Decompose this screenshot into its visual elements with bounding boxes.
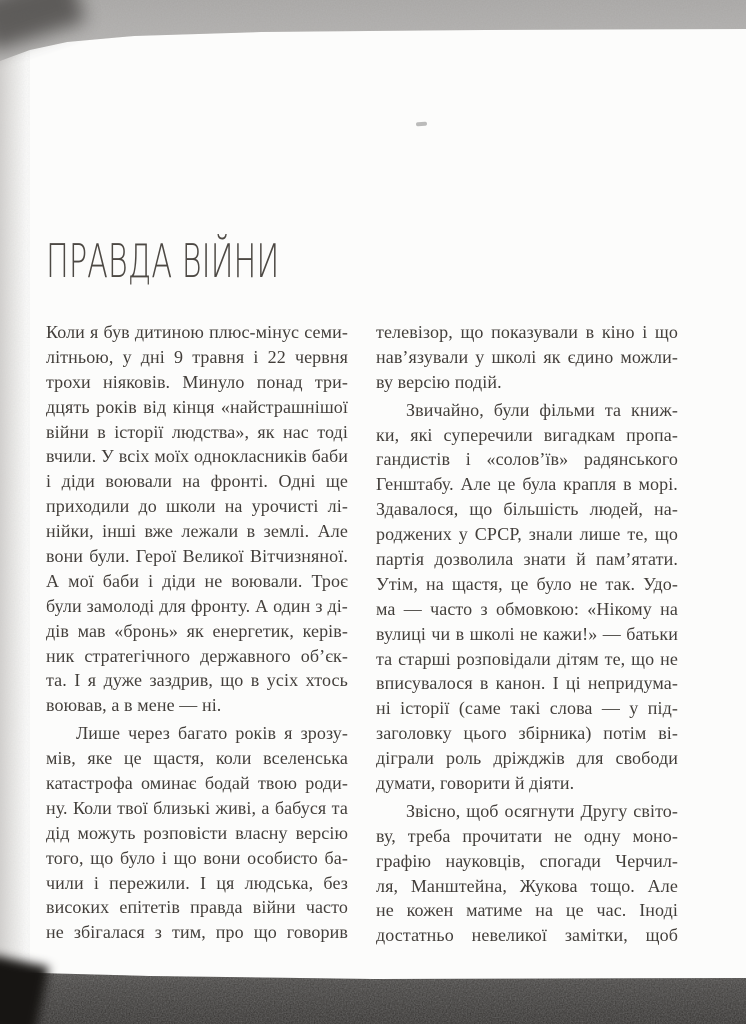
- grain-texture: [0, 958, 746, 1024]
- text-line: ма — часто з обмовкою: «Нікому на: [376, 598, 678, 619]
- text-line: Звичайно, були фільми та книж-: [406, 399, 678, 420]
- page-gutter-shadow: [0, 28, 30, 976]
- text-line: графію науковців, спогади Черчил-: [376, 850, 678, 871]
- text-line: ву, треба прочитати не одну моно-: [376, 825, 678, 846]
- text-line: заголовку цього збірника) потім ві-: [376, 723, 678, 744]
- text-line: ну. Коли твої близькі живі, а бабуся та: [46, 797, 348, 818]
- paragraph: [46, 721, 348, 945]
- scan-speck: [416, 122, 427, 127]
- text-line: дцять років від кінця «найстрашнішої: [46, 396, 348, 417]
- text-line: ву версію подій.: [376, 371, 502, 392]
- text-line: Утім, на щастя, це було не так. Удо-: [376, 573, 678, 594]
- page-title: ПРАВДА ВІЙНИ: [46, 234, 280, 288]
- text-line: та. І я дуже заздрив, що в усіх хтось: [46, 670, 348, 691]
- text-line: літньою, у дні 9 травня і 22 червня: [46, 346, 348, 367]
- article-body: [46, 320, 678, 948]
- text-line: мів, яке це щастя, коли вселенська: [46, 748, 348, 769]
- paragraph: [376, 799, 678, 948]
- paragraph: [46, 320, 348, 718]
- text-line: Генштабу. Але це була крапля в морі.: [376, 474, 678, 495]
- text-line: ки, які суперечили вигадкам пропа-: [376, 424, 678, 445]
- text-line: ник стратегічного державного об’єк-: [46, 645, 348, 666]
- text-line: Здавалося, що більшість людей, на-: [376, 499, 678, 520]
- text-line: А мої баби і діди не воювали. Троє: [46, 570, 348, 591]
- grain-texture: [0, 28, 30, 976]
- text-line: нійки, інші вже лежали в землі. Але: [46, 521, 348, 542]
- text-line: і діди воювали на фронті. Одні ще: [46, 471, 348, 492]
- text-column-right: [376, 320, 678, 948]
- text-line: катастрофа оминає бодай твою роди-: [46, 773, 348, 794]
- text-line: не збігалася з тим, про що говорив: [46, 922, 348, 943]
- text-line: роджених у СРСР, знали лише те, що: [376, 524, 678, 545]
- text-line: та старші розповідали дітям те, що не: [376, 648, 678, 669]
- text-line: війни в історії людства», як нас тоді: [46, 421, 348, 442]
- text-line: були замолоді для фронту. А один з ді-: [46, 595, 348, 616]
- text-line: дід можуть розповісти власну версію: [46, 822, 348, 843]
- text-line: того, що було і що вони особисто ба-: [46, 847, 348, 868]
- text-line: нав’язували у школі як єдино можли-: [376, 346, 678, 367]
- text-line: трохи ніяковів. Минуло понад три-: [46, 371, 348, 392]
- text-line: ні історії (саме такі слова — у під-: [376, 698, 678, 719]
- text-line: Звісно, щоб осягнути Другу світо-: [406, 800, 678, 821]
- text-line: приходили до школи на урочисті лі-: [46, 496, 348, 517]
- text-line: думати, говорити й діяти.: [376, 773, 575, 794]
- text-line: вулиці чи в школі не кажи!» — батьки: [376, 623, 678, 644]
- text-line: ля, Манштейна, Жукова тощо. Але: [376, 875, 678, 896]
- text-line: дів мав «бронь» як енергетик, керів-: [46, 620, 348, 641]
- scan-edge-bottom: [0, 958, 746, 1024]
- text-line: партія дозволила знати й пам’ятати.: [376, 549, 678, 570]
- text-line: високих епітетів правда війни часто: [46, 897, 348, 918]
- text-line: чили і пережили. І ця людська, без: [46, 872, 348, 893]
- text-column-left: [46, 320, 348, 948]
- text-line: вчили. У всіх моїх однокласників баби: [46, 446, 348, 467]
- text-line: телевізор, що показували в кіно і що: [376, 322, 678, 342]
- text-line: воював, а в мене — ні.: [46, 695, 222, 716]
- text-line: не кожен матиме на це час. Іноді: [376, 900, 678, 921]
- scan-edge-top: [0, 0, 746, 70]
- text-line: діграли роль дріжджів для свободи: [376, 748, 678, 769]
- grain-texture: [0, 0, 746, 70]
- text-line: вписувалося в канон. І ці непридума-: [376, 673, 678, 694]
- text-line: гандистів і «солов’їв» радянського: [376, 449, 678, 470]
- paragraph: [376, 398, 678, 796]
- paragraph: [376, 320, 678, 395]
- text-line: Лише через багато років я зрозу-: [76, 723, 348, 744]
- text-line: достатньо невеликої замітки, щоб: [376, 925, 678, 946]
- text-line: вони були. Герої Великої Вітчизняної.: [46, 546, 348, 567]
- text-line: Коли я був дитиною плюс-мінус семи-: [46, 322, 348, 342]
